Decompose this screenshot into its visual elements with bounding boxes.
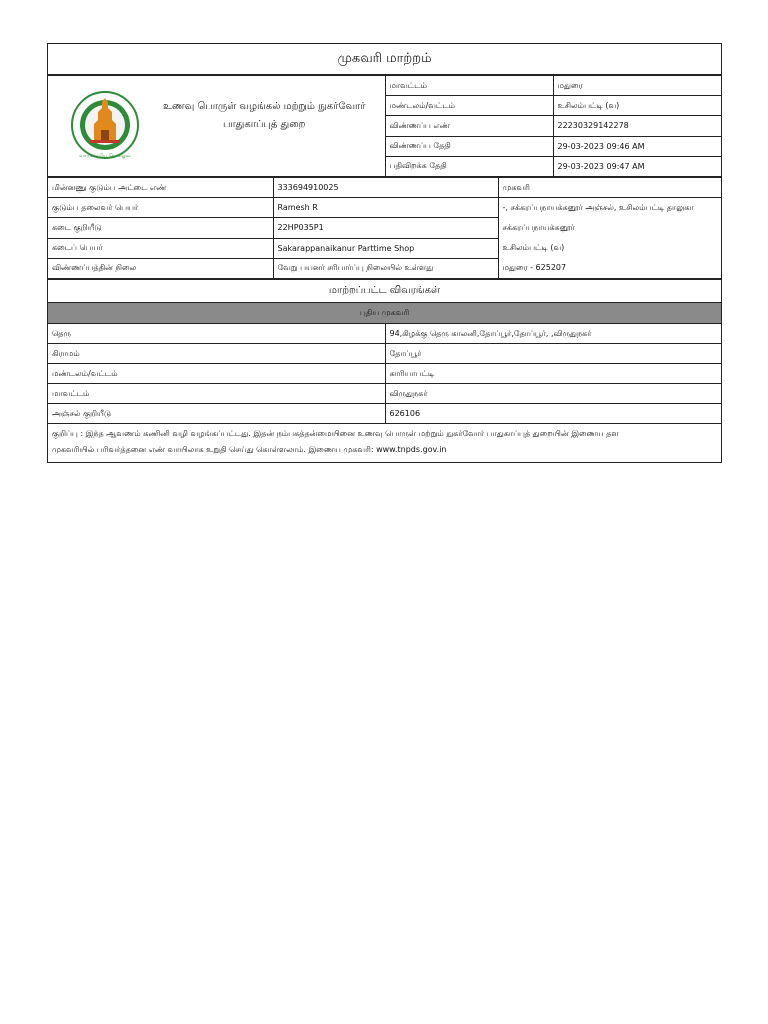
form-title: முகவரி மாற்றம் [48,44,721,75]
address-value [498,198,721,279]
new-circle-value: காரியாபட்டி [385,364,721,384]
application-number-label: விண்ணப்ப எண் [385,116,553,136]
department-header [48,76,385,177]
address-line-3: உசிலம்பட்டி (வ) [502,243,565,252]
application-number-value: 22230329142278 [553,116,721,136]
new-circle-label: மண்டலம்/வட்டம் [48,364,385,384]
note [48,424,721,463]
shop-name-label: கடைப் பெயர் [48,238,273,258]
circle-value: உசிலம்பட்டி (வ) [553,96,721,116]
shop-name-value: Sakarappanaikanur Parttime Shop [273,238,498,258]
changed-details-table [48,279,721,462]
changed-details-heading: மாற்றப்பட்ட விவரங்கள் [48,280,721,303]
details-table [48,177,721,279]
header-table [48,75,721,177]
street-label: தெரு [48,324,385,344]
head-of-family-label: குடும்ப தலைவர் பெயர் [48,198,273,218]
application-status-label: விண்ணப்பத்தின் நிலை [48,258,273,278]
new-district-value: விருதுநகர் [385,384,721,404]
tamil-nadu-emblem-icon [70,90,140,160]
village-value: தோப்பூர் [385,344,721,364]
new-district-label: மாவட்டம் [48,384,385,404]
address-label: முகவரி [498,178,721,198]
address-change-form [47,43,722,463]
pincode-value: 626106 [385,404,721,424]
download-date-label: பதிவிறக்க தேதி [385,156,553,176]
svg-text:வாய்மையே வெல்லும்: வாய்மையே வெல்லும் [79,153,131,159]
ration-card-value: 333694910025 [273,178,498,198]
address-line-2: சக்கரப்பநாயக்கனூர் [502,223,575,232]
shop-code-label: கடை குறியீடு [48,218,273,238]
head-of-family-value: Ramesh R [273,198,498,218]
application-status-value: வேறு பயனர் சரிபார்ப்பு நிலையில் உள்ளது [273,258,498,278]
new-address-heading: புதிய முகவரி [48,303,721,324]
download-date-value: 29-03-2023 09:47 AM [553,156,721,176]
circle-label: மண்டலம்/வட்டம் [385,96,553,116]
district-value: மதுரை [553,76,721,96]
address-line-1: -, சக்கரப்பநாயக்கனூர் அஞ்சல், உசிலம்பட்டி தாலுகா [502,203,694,212]
note-line-1: குறிப்பு : இந்த ஆவணம் கணினி வழி வழங்கப்பட்டது. இதன் நம்பகத்தன்மையினை உணவு பொருள் மற்றும் நுகர்வோர் பாதுகாப்புத் துறையின் இணைய தள [52,429,619,438]
note-line-2: முகவரியில் பரிவர்த்தனை எண் வாயிலாக உறுதி செய்து கொள்ளலாம். இணைய முகவரி: www.tnpds.gov.in [52,445,447,454]
village-label: கிராமம் [48,344,385,364]
application-date-value: 29-03-2023 09:46 AM [553,136,721,156]
department-line-1: உணவு பொருள் வழங்கல் மற்றும் நுகர்வோர் [162,101,366,112]
application-date-label: விண்ணப்ப தேதி [385,136,553,156]
district-label: மாவட்டம் [385,76,553,96]
address-line-4: மதுரை - 625207 [502,263,567,272]
pincode-label: அஞ்சல் குறியீடு [48,404,385,424]
shop-code-value: 22HP035P1 [273,218,498,238]
department-line-2: பாதுகாப்புத் துறை [223,119,306,130]
department-name [156,98,373,134]
ration-card-label: மின்னணு குடும்ப அட்டை எண் [48,178,273,198]
street-value: 94,கிழக்கு தெரு காலனி,தோப்பூர்,தோப்பூர், ,விருதுநகர் [385,324,721,344]
